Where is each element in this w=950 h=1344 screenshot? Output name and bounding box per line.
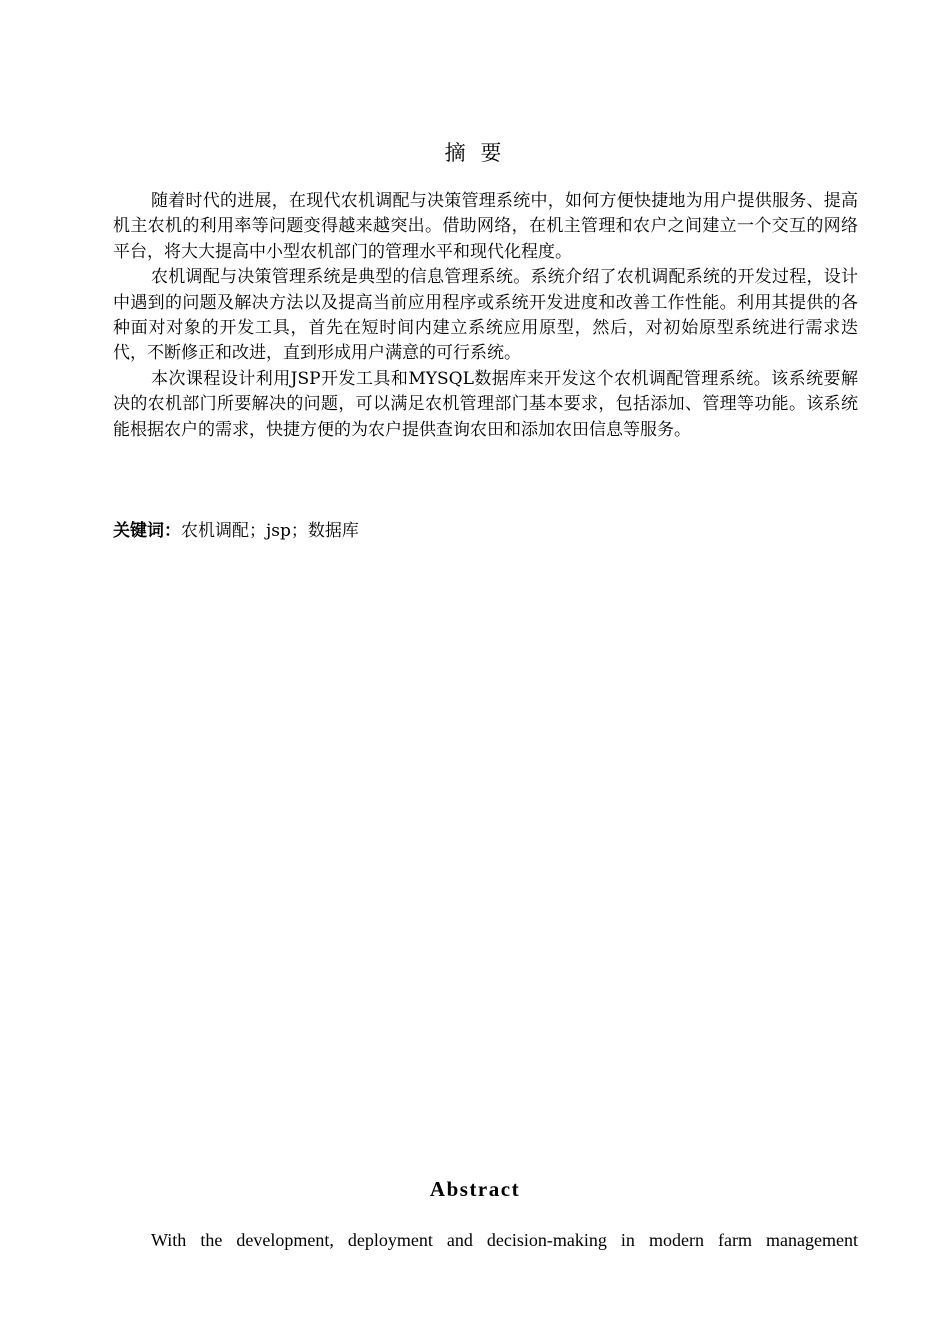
abstract-en-body xyxy=(113,1227,858,1253)
abstract-cn-paragraph-1: 随着时代的进展，在现代农机调配与决策管理系统中，如何方便快捷地为用户提供服务、提高机主农机的利用率等问题变得越来越突出。借助网络，在机主管理和农户之间建立一个交互的网络平台，将大大提高中小型农机部门的管理水平和现代化程度。 xyxy=(113,191,858,262)
keywords-value: 农机调配；jsp；数据库 xyxy=(181,521,359,541)
keywords-line xyxy=(113,519,858,544)
keywords-label: 关键词： xyxy=(113,521,181,541)
abstract-cn-body xyxy=(113,189,858,443)
abstract-cn-title: 摘 要 xyxy=(444,141,506,165)
abstract-en-first-line: With the development, deployment and decision-making in modern farm management xyxy=(151,1230,858,1250)
abstract-cn-paragraph-3: 本次课程设计利用JSP开发工具和MYSQL数据库来开发这个农机调配管理系统。该系统要解决的农机部门所要解决的问题，可以满足农机管理部门基本要求，包括添加、管理等功能。该系统能根据农户的需求，快捷方便的为农户提供查询农田和添加农田信息等服务。 xyxy=(113,368,858,440)
abstract-en-title: Abstract xyxy=(429,1177,521,1201)
abstract-cn-paragraph-2: 农机调配与决策管理系统是典型的信息管理系统。系统介绍了农机调配系统的开发过程，设计中遇到的问题及解决方法以及提高当前应用程序或系统开发进度和改善工作性能。利用其提供的各种面对对象的开发工具，首先在短时间内建立系统应用原型，然后，对初始原型系统进行需求迭代，不断修正和改进，直到形成用户满意的可行系统。 xyxy=(113,267,858,364)
